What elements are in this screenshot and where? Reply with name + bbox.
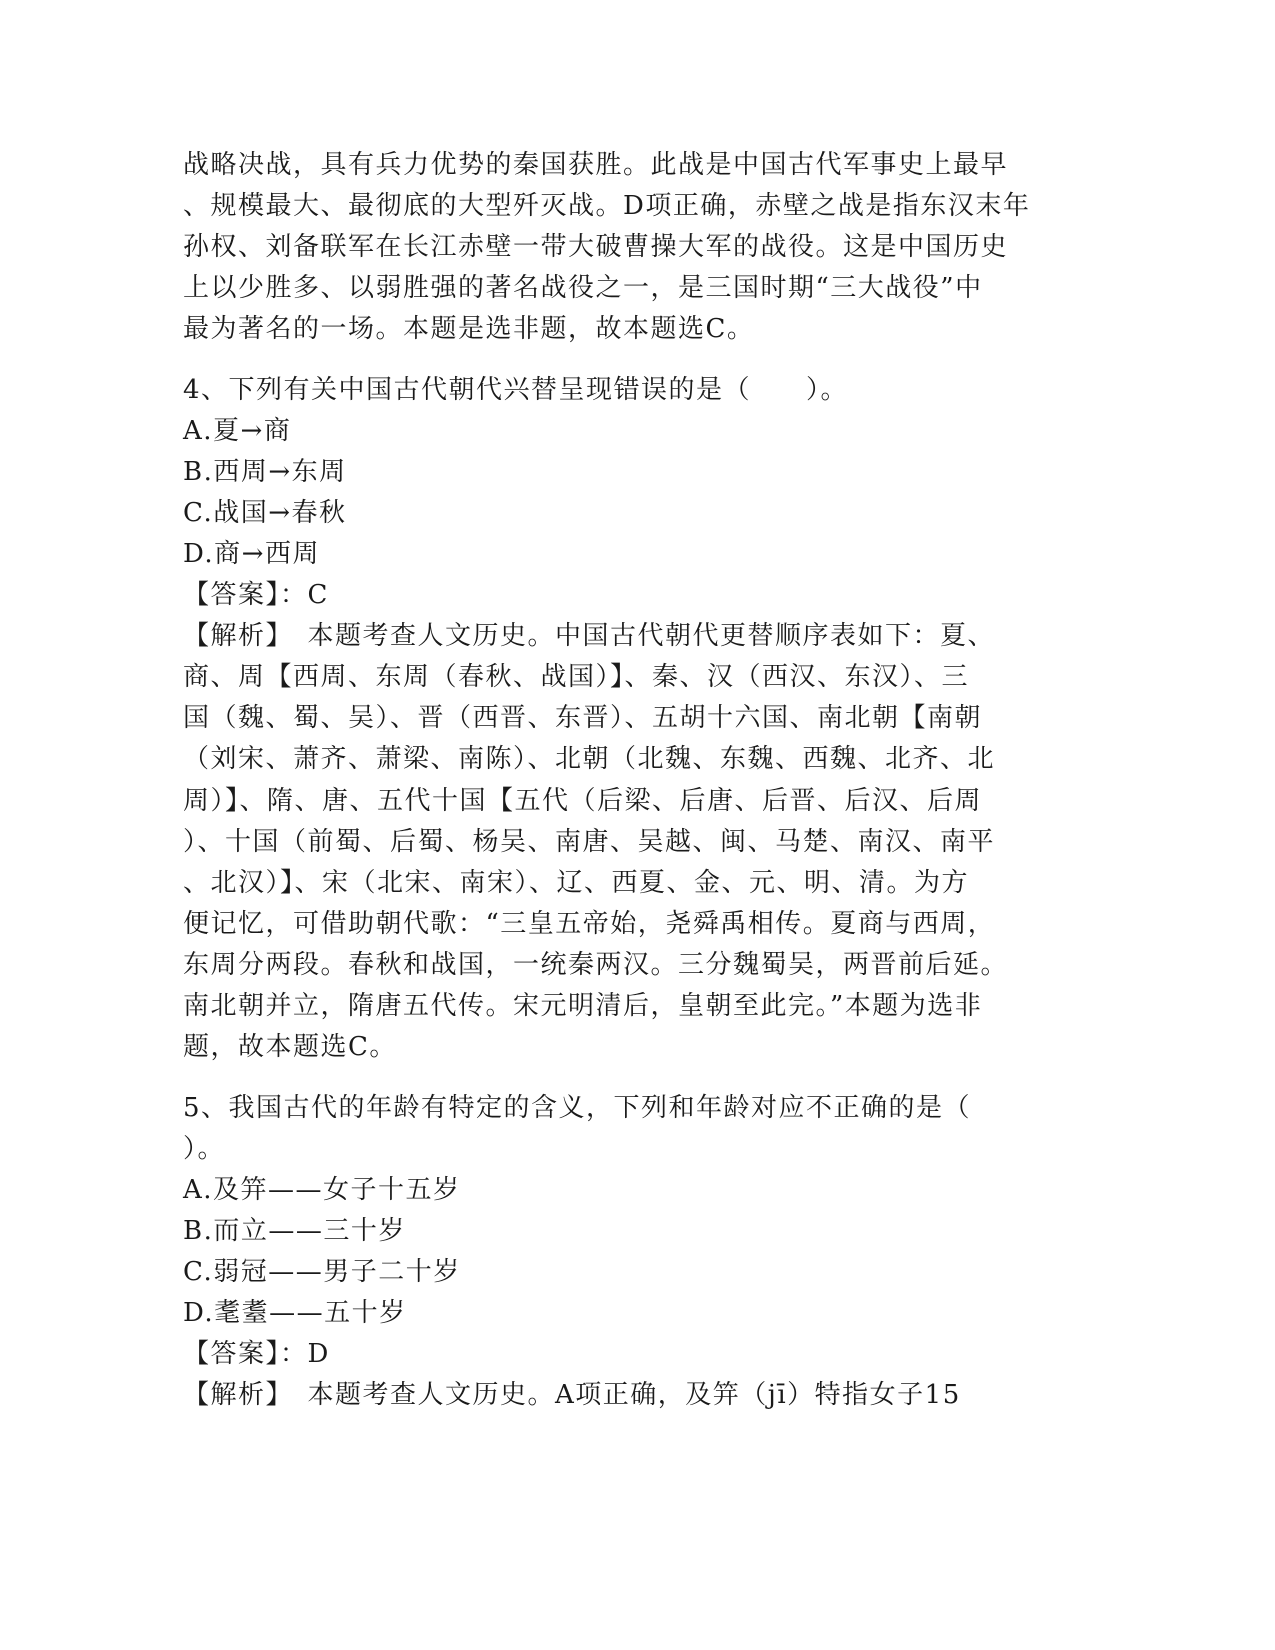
text-line: 、规模最大、最彻底的大型歼灭战。D项正确，赤壁之战是指东汉末年	[183, 191, 1031, 221]
question-5-answer: 【答案】：D	[183, 1339, 330, 1369]
question-4-option-b: B.西周→东周	[183, 457, 347, 487]
question-4-option-a: A.夏→商	[183, 416, 292, 446]
text-line: 孙权、刘备联军在长江赤壁一带大破曹操大军的战役。这是中国历史	[183, 232, 1009, 262]
question-5-option-a: A.及笄——女子十五岁	[183, 1175, 461, 1205]
text-line: （刘宋、萧齐、萧梁、南陈）、北朝（北魏、东魏、西魏、北齐、北	[183, 744, 996, 774]
question-5-option-c: C.弱冠——男子二十岁	[183, 1257, 461, 1287]
question-4-option-c: C.战国→春秋	[183, 498, 347, 528]
text-line: 国（魏、蜀、吴）、晋（西晋、东晋）、五胡十六国、南北朝【南朝	[183, 703, 983, 733]
text-line: 最为著名的一场。本题是选非题，故本题选C。	[183, 314, 755, 344]
text-line: 战略决战，具有兵力优势的秦国获胜。此战是中国古代军事史上最早	[183, 150, 1009, 180]
text-line: 、北汉）】、宋（北宋、南宋）、辽、西夏、金、元、明、清。为方	[183, 868, 970, 898]
text-line: 南北朝并立，隋唐五代传。宋元明清后，皇朝至此完。”本题为选非	[183, 991, 983, 1021]
text-line: 商、周【西周、东周（春秋、战国）】、秦、汉（西汉、东汉）、三	[183, 662, 970, 692]
question-5-option-b: B.而立——三十岁	[183, 1216, 406, 1246]
text-line: 周）】、隋、唐、五代十国【五代（后梁、后唐、后晋、后汉、后周	[183, 786, 983, 816]
question-5-stem: 5、我国古代的年龄有特定的含义，下列和年龄对应不正确的是（	[183, 1093, 972, 1123]
question-4-stem: 4、下列有关中国古代朝代兴替呈现错误的是（ ）。	[183, 375, 849, 405]
text-line: 上以少胜多、以弱胜强的著名战役之一，是三国时期“三大战役”中	[183, 273, 983, 303]
question-4-answer: 【答案】：C	[183, 580, 329, 610]
question-4-option-d: D.商→西周	[183, 539, 320, 569]
text-line: ）。	[183, 1134, 226, 1164]
text-line: 便记忆，可借助朝代歌：“三皇五帝始，尧舜禹相传。夏商与西周，	[183, 909, 996, 939]
question-5-explanation: 【解析】 本题考查人文历史。A项正确，及笄（jī）特指女子15	[183, 1380, 961, 1410]
question-4-explanation: 【解析】 本题考查人文历史。中国古代朝代更替顺序表如下：夏、	[183, 621, 996, 651]
text-line: 东周分两段。春秋和战国，一统秦两汉。三分魏蜀吴，两晋前后延。	[183, 950, 1009, 980]
text-line: ）、十国（前蜀、后蜀、杨吴、南唐、吴越、闽、马楚、南汉、南平	[183, 827, 996, 857]
text-line: 题，故本题选C。	[183, 1032, 397, 1062]
question-5-option-d: D.耄耋——五十岁	[183, 1298, 407, 1328]
